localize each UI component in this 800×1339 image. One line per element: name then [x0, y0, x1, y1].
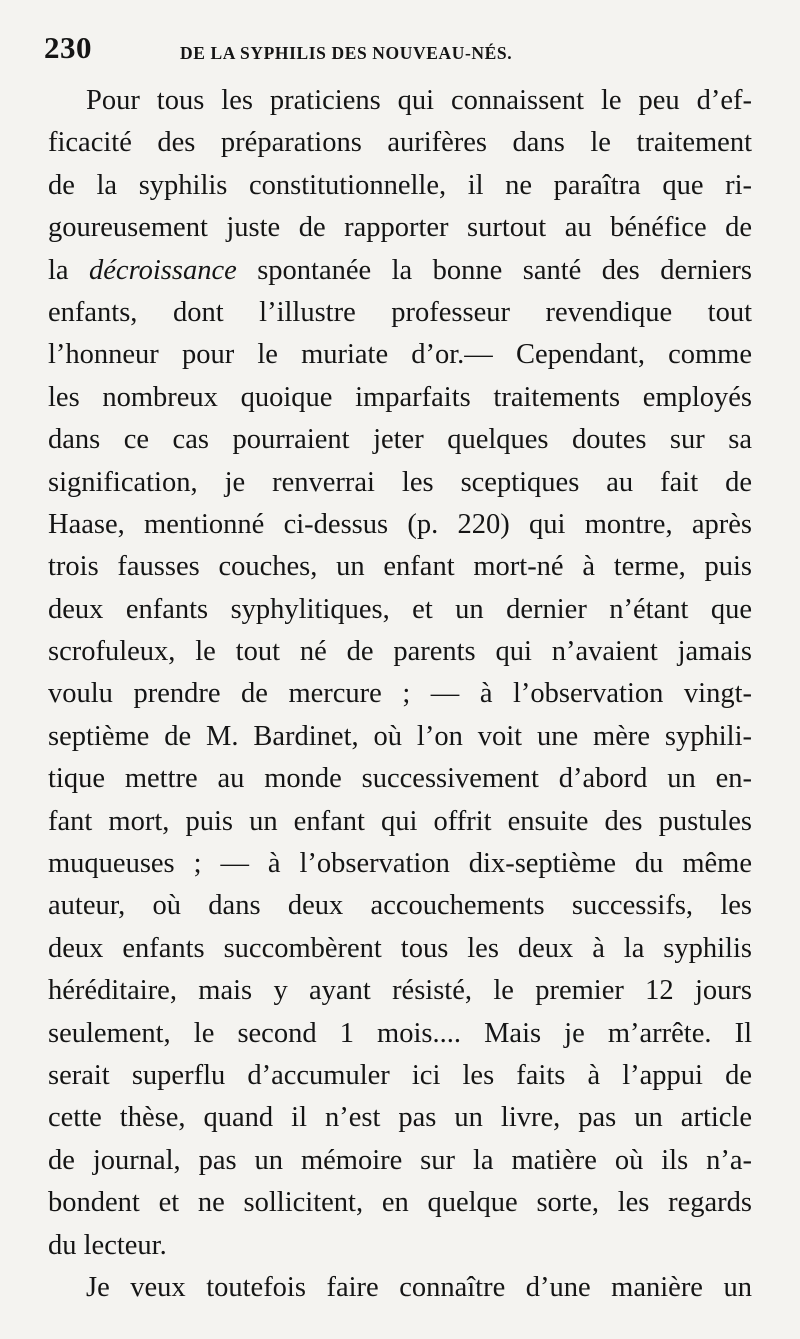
text-line — [48, 758, 752, 800]
text-segment: bondent et ne sollicitent, en quelque sorte, les regards — [48, 1187, 752, 1219]
body-text — [48, 80, 752, 1309]
text-line — [48, 165, 752, 207]
text-segment: scrofuleux, le tout né de parents qui n’avaient jamais — [48, 636, 752, 668]
text-segment: cette thèse, quand il n’est pas un livre, pas un article — [48, 1102, 752, 1134]
text-line — [48, 716, 752, 758]
text-line — [48, 673, 752, 715]
running-head: DE LA SYPHILIS DES NOUVEAU-NÉS. — [180, 43, 513, 63]
text-segment: Haase, mentionné ci-dessus (p. 220) qui montre, après — [48, 508, 752, 540]
text-segment: dans ce cas pourraient jeter quelques doutes sur sa — [48, 424, 752, 456]
text-line — [48, 589, 752, 631]
text-line — [48, 546, 752, 588]
text-segment: ficacité des préparations aurifères dans le traitement — [48, 127, 752, 159]
text-segment: goureusement juste de rapporter surtout au bénéfice de — [48, 212, 752, 244]
text-segment: du lecteur. — [48, 1229, 167, 1261]
text-line — [48, 207, 752, 249]
text-line — [48, 1182, 752, 1224]
text-segment: signification, je renverrai les sceptiques au fait de — [48, 466, 752, 498]
text-line — [48, 377, 752, 419]
text-line — [48, 885, 752, 927]
text-segment: muqueuses ; — à l’observation dix-septième du même — [48, 848, 752, 880]
text-line — [48, 292, 752, 334]
text-segment: la — [48, 254, 90, 286]
text-line — [48, 1013, 752, 1055]
text-line — [48, 334, 752, 376]
text-segment: les nombreux quoique imparfaits traitements employés — [48, 381, 752, 413]
text-line — [48, 1097, 752, 1139]
text-segment: trois fausses couches, un enfant mort-né à terme, puis — [48, 551, 752, 583]
text-segment: l’honneur pour le muriate d’or.— Cependant, comme — [48, 339, 752, 371]
text-segment: Pour tous les praticiens qui connaissent le peu d’ef- — [86, 85, 752, 116]
text-line — [48, 928, 752, 970]
text-segment: septième de M. Bardinet, où l’on voit une mère syphili- — [48, 720, 752, 752]
paragraph — [48, 80, 752, 1267]
text-segment: héréditaire, mais y ayant résisté, le premier 12 jours — [48, 975, 752, 1007]
text-segment: fant mort, puis un enfant qui offrit ensuite des pustules — [48, 805, 752, 837]
text-line — [48, 801, 752, 843]
page-number: 230 — [44, 30, 92, 65]
text-line — [48, 504, 752, 546]
text-segment: enfants, dont l’illustre professeur revendique tout — [48, 296, 752, 328]
text-line — [48, 250, 752, 292]
text-line — [48, 80, 752, 122]
text-line — [48, 843, 752, 885]
text-segment: voulu prendre de mercure ; — à l’observation vingt- — [48, 678, 752, 710]
paragraph — [48, 1267, 752, 1309]
text-line — [48, 631, 752, 673]
text-segment: auteur, où dans deux accouchements successifs, les — [48, 890, 752, 922]
text-segment: serait superflu d’accumuler ici les faits à l’appui de — [48, 1059, 752, 1091]
text-segment: deux enfants succombèrent tous les deux à la syphilis — [48, 932, 752, 964]
text-segment: de journal, pas un mémoire sur la matière où ils n’a- — [48, 1144, 752, 1176]
text-segment: Je veux toutefois faire connaître d’une manière un — [86, 1271, 752, 1303]
text-line — [48, 1267, 752, 1309]
text-line — [48, 1225, 752, 1267]
text-segment: spontanée la bonne santé des derniers — [236, 254, 752, 286]
text-segment: tique mettre au monde successivement d’abord un en- — [48, 763, 752, 795]
text-segment: deux enfants syphylitiques, et un dernier n’étant que — [48, 593, 752, 625]
page-header — [44, 30, 756, 70]
text-line — [48, 419, 752, 461]
text-line — [48, 1055, 752, 1097]
italic-term: décroissance — [89, 254, 237, 286]
text-segment: seulement, le second 1 mois.... Mais je m’arrête. Il — [48, 1017, 752, 1049]
text-line — [48, 1140, 752, 1182]
text-line — [48, 122, 752, 164]
text-segment: de la syphilis constitutionnelle, il ne paraîtra que ri- — [48, 169, 752, 201]
text-line — [48, 970, 752, 1012]
text-line — [48, 462, 752, 504]
